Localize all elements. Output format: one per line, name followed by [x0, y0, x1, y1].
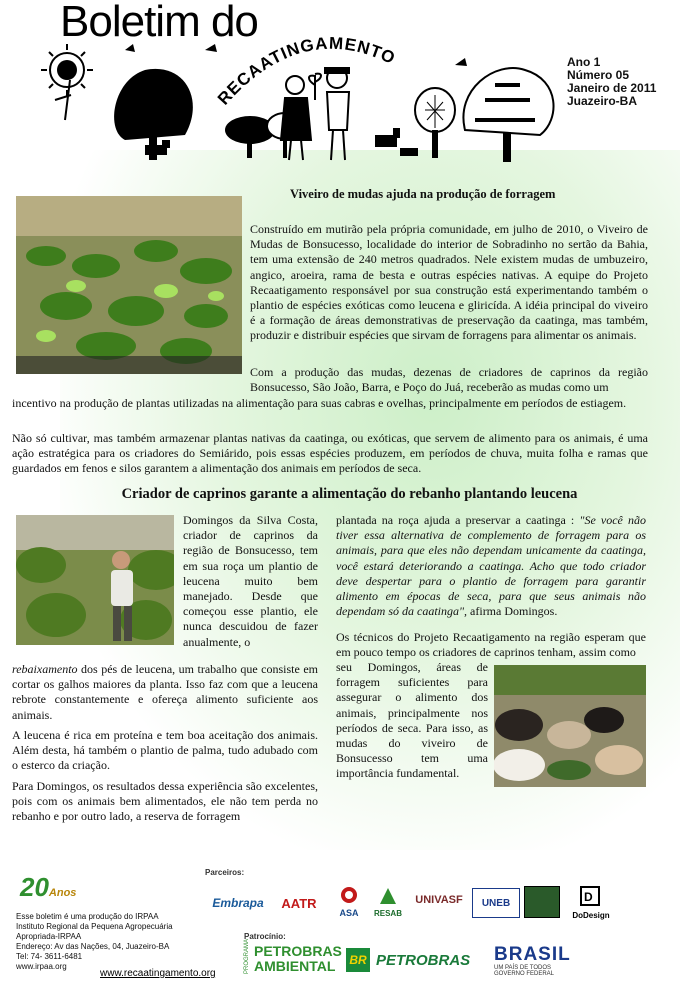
article2-col2-p1 [336, 513, 646, 619]
quote-attribution: afirma Domingos. [467, 604, 558, 619]
goats-photo [494, 665, 646, 787]
sponsor-label: Patrocínio: [244, 932, 286, 941]
credit-line: Endereço: Av das Nações, 04, Juazeiro-BA [16, 942, 170, 951]
website-link[interactable]: www.recaatingamento.org [100, 968, 216, 979]
arc-title-text: RECAATINGAMENTO [213, 33, 399, 109]
sun-icon [41, 44, 93, 96]
resab-logo [370, 886, 406, 918]
issue-date: Janeiro de 2011 [567, 81, 657, 95]
br-logo: BR [346, 948, 370, 972]
issue-place: Juazeiro-BA [567, 94, 638, 108]
pais-de-todos-text: UM PAÍS DE TODOS [494, 965, 552, 971]
article2-col2-lead: plantada na roça ajuda a preservar a caatinga : [336, 513, 580, 527]
green-seal-logo [524, 886, 560, 918]
uneb-logo: UNEB [472, 888, 520, 918]
article2-col1-rest: dos pés de leucena, um trabalho que consiste em cortar os galhos maiores da planta. Isso faz com que a leucena rebrote constantemente e ofereça alimento suficiente aos animais. [12, 662, 318, 722]
dodesign-text: DoDesign [572, 911, 610, 920]
footer-credits [16, 912, 216, 972]
issue-info [567, 56, 656, 108]
domingos-quote: "Se você não tiver essa alternativa de complemento de forragem para os animais, para que eles não dependam unicamente da caatinga, você estará deteriorando a caatinga. Acho que todo criador deve despertar para o plantio de forragem para garantir alimento em épocas de seca, para que seus animais não dependam só da caatinga", [336, 513, 647, 619]
credit-line: Instituto Regional da Pequena Agropecuária [16, 922, 173, 931]
issue-year: Ano 1 [567, 55, 601, 69]
article1-paragraph2-start: Com a produção das mudas, dezenas de criadores de caprinos da região Bonsucesso, São João, Barra, e Poço do Juá, receberão as mudas como um [250, 365, 648, 395]
seedlings-photo [16, 196, 242, 374]
article1-paragraph3: Não só cultivar, mas também armazenar plantas nativas da caatinga, ou exóticas, que servem de alimento para os animais, é uma ação estratégica para os criadores do Semiárido, pois essas espécies produzem, em períodos de chuva, muita folha e ramas que guardados em fenos e silos garantem a alimentação dos animais em períodos de seca. [12, 431, 648, 476]
brasil-text: BRASIL [494, 944, 571, 965]
article1-paragraph2-end: incentivo na produção de plantas utilizadas na alimentação para suas cabras e ovelhas, principalmente em períodos de estiagem. [12, 396, 627, 410]
article2-col1-p3: Para Domingos, os resultados dessa experiência são excelentes, pois com os animais bem alimentados, ele não tem perda no rebanho e por outro lado, a reserva de forragem [12, 779, 318, 824]
article2-col1-p2: A leucena é rica em proteína e tem boa aceitação dos animais. Além desta, há também o plantio de palma, tudo adubado com o esterco da criação. [12, 728, 318, 773]
article1-paragraph1: Construído em mutirão pela própria comunidade, em julho de 2010, o Viveiro de Mudas de Bonsucesso, localidade do interior de Sobradinho no sertão da Bahia, tem uma extensão de 240 metros quadrados. Nele existem mudas de umbuzeiro, angico, aroeira, rama de besta e outras espécies nativas. A equipe do Projeto Recaatigamento responsável por sua construção está experimentando também o plantio de espécies exóticas como leucena e gliricída. A idéia principal do viveiro é a formação de áreas demonstrativas de preservação da caatinga, mas também, produzir e distribuir espécies que sirvam de forragens para alimentar os animais. [250, 222, 648, 343]
embrapa-logo: Embrapa [212, 896, 264, 910]
masthead-title: Boletim do [60, 0, 258, 46]
masthead-arc-title [210, 18, 430, 113]
credit-line: Tel: 74- 3611-6481 [16, 952, 83, 961]
article2-headline: Criador de caprinos garante a alimentação do rebanho plantando leucena [121, 486, 578, 502]
article1-headline: Viveiro de mudas ajuda na produção de forragem [290, 187, 556, 201]
svg-text:D: D [584, 890, 593, 904]
anniversary-word: Anos [48, 887, 77, 899]
dodesign-logo [566, 886, 616, 920]
resab-text: RESAB [373, 909, 402, 918]
article2-col2-p2: Os técnicos do Projeto Recaatigamento na região esperam que em pouco tempo os criadores de caprinos tenham, assim como [336, 630, 646, 660]
aatr-logo: AATR [281, 895, 317, 911]
credit-line: Apropriada-IRPAA [16, 932, 82, 941]
petrobras-ambiental-logo [244, 938, 342, 976]
article2-col2-wrapped: seu Domingos, áreas de forragem suficientes para assegurar o alimento dos animais, principalmente nos períodos de seca. Para isso, as mudas do viveiro de Bonsucesso tem uma importância fundamental. [336, 660, 488, 781]
univasf-logo: UNIVASF [415, 894, 463, 906]
governo-federal-text: GOVERNO FEDERAL [494, 971, 555, 977]
issue-number: Número 05 [567, 68, 630, 82]
article2-col1-wrapped: Domingos da Silva Costa, criador de caprinos da região de Bonsucesso, tem em sua roça um plantio de leucena muito bem manejado. Desde que começou esse plantio, ele nunca descuidou de fazer anualmente, o [183, 513, 318, 649]
governo-federal-logo [494, 944, 574, 978]
svg-text:RECAATINGAMENTO [214, 34, 399, 109]
partners-label: Parceiros: [205, 868, 245, 877]
irpaa-20-anos-logo [20, 872, 88, 902]
credit-line: Esse boletim é uma produção do IRPAA [16, 912, 159, 921]
rebaixamento-term: rebaixamento [12, 662, 78, 676]
petrobras-logo: PETROBRAS [376, 952, 471, 969]
asa-text: ASA [339, 908, 359, 918]
article2-col1-p1 [12, 662, 318, 723]
credit-line: www.irpaa.org [16, 962, 67, 971]
petrobras-ambiental-text: PETROBRAS AMBIENTAL [254, 943, 342, 974]
programa-text: PROGRAMA [244, 938, 250, 974]
farmer-photo [16, 515, 174, 645]
asa-logo [336, 886, 362, 918]
anniversary-number: 20 [20, 872, 49, 902]
tree-icon [55, 69, 193, 160]
